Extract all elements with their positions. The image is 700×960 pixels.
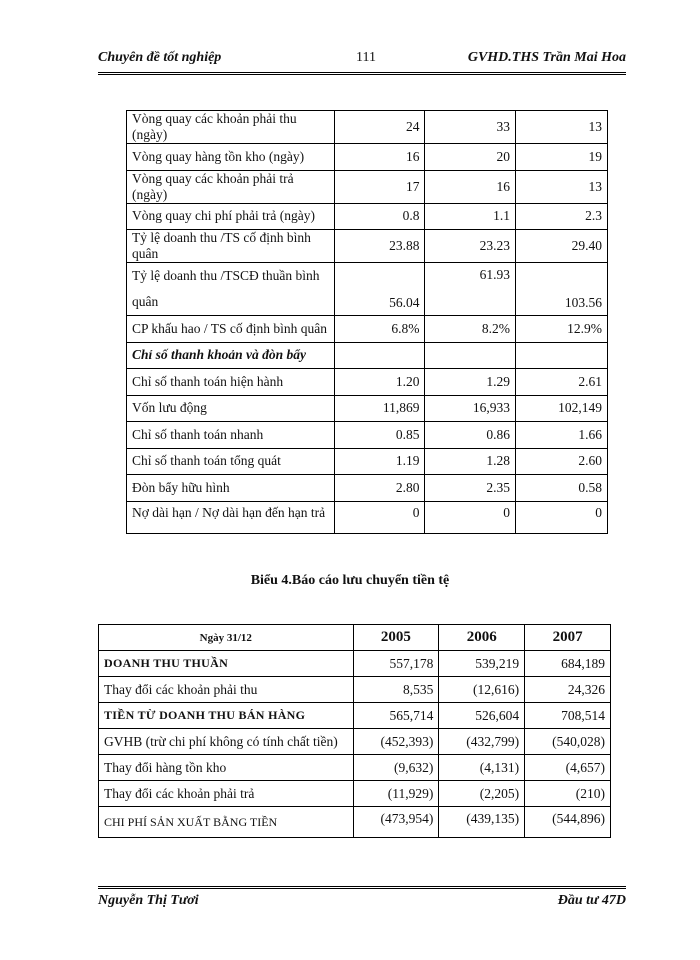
row-label: Thay đổi hàng tồn kho [99, 755, 354, 781]
row-label: TIỀN TỪ DOANH THU BÁN HÀNG [99, 703, 354, 729]
value-cell [425, 342, 515, 369]
row-label: Vốn lưu động [127, 395, 335, 422]
value-cell: 20 [425, 144, 515, 171]
value-cell: (2,205) [439, 781, 525, 807]
value-cell: 557,178 [353, 651, 439, 677]
value-cell: 13 [515, 170, 607, 203]
row-label: CP khấu hao / TS cố định bình quân [127, 316, 335, 343]
row-label: Chỉ số thanh toán nhanh [127, 422, 335, 449]
value-cell: 13 [515, 111, 607, 144]
value-cell: 23.23 [425, 230, 515, 263]
value-cell: 17 [335, 170, 425, 203]
value-cell: 2.61 [515, 369, 607, 396]
header-title: Chuyên đề tốt nghiệp [98, 50, 222, 65]
value-cell: (9,632) [353, 755, 439, 781]
table-row [127, 422, 608, 449]
value-cell: (432,799) [439, 729, 525, 755]
value-cell: 1.66 [515, 422, 607, 449]
table-row [127, 203, 608, 230]
section-heading: Chỉ số thanh khoản và đòn bẩy [127, 342, 335, 369]
row-label: Thay đổi các khoản phải trả [99, 781, 354, 807]
row-label: Vòng quay chi phí phải trả (ngày) [127, 203, 335, 230]
value-cell: (210) [525, 781, 611, 807]
value-cell: 12.9% [515, 316, 607, 343]
value-cell: 2.60 [515, 448, 607, 475]
header-row [99, 625, 611, 651]
value-cell: 565,714 [353, 703, 439, 729]
row-label: Đòn bẩy hữu hình [127, 475, 335, 502]
table-row [99, 729, 611, 755]
table-row [127, 475, 608, 502]
value-cell: (4,657) [525, 755, 611, 781]
cash-flow-table [98, 624, 611, 838]
value-cell: 61.93 [425, 263, 515, 316]
column-header-year: 2007 [525, 625, 611, 651]
value-cell: 56.04 [335, 263, 425, 316]
page-header [98, 50, 626, 72]
row-label: Tỷ lệ doanh thu /TS cố định bình quân [127, 230, 335, 263]
value-cell: 0 [335, 501, 425, 533]
table-row [127, 263, 608, 316]
table-caption: Biểu 4.Báo cáo lưu chuyển tiền tệ [250, 573, 450, 588]
value-cell: 6.8% [335, 316, 425, 343]
row-label: GVHB (trừ chi phí không có tính chất tiền) [99, 729, 354, 755]
value-cell: 1.20 [335, 369, 425, 396]
footer-author: Nguyễn Thị Tươi [98, 893, 199, 908]
table-row [127, 170, 608, 203]
row-label: Vòng quay hàng tồn kho (ngày) [127, 144, 335, 171]
value-cell: 23.88 [335, 230, 425, 263]
value-cell: (4,131) [439, 755, 525, 781]
row-label: Vòng quay các khoản phải thu (ngày) [127, 111, 335, 144]
value-cell: 2.80 [335, 475, 425, 502]
header-advisor: GVHD.THS Trần Mai Hoa [467, 50, 626, 65]
table-row [127, 144, 608, 171]
footer-class: Đầu tư 47D [557, 893, 626, 908]
table-row [127, 369, 608, 396]
value-cell: 11,869 [335, 395, 425, 422]
value-cell: 33 [425, 111, 515, 144]
table-row [99, 755, 611, 781]
row-label: Chỉ số thanh toán tổng quát [127, 448, 335, 475]
page-footer [98, 893, 626, 913]
value-cell: 102,149 [515, 395, 607, 422]
row-label-line: Tỷ lệ doanh thu /TSCĐ thuần bình [132, 268, 320, 283]
value-cell: 8.2% [425, 316, 515, 343]
table-row [127, 230, 608, 263]
value-cell: (12,616) [439, 677, 525, 703]
value-cell: 1.1 [425, 203, 515, 230]
value-cell: 16,933 [425, 395, 515, 422]
value-cell: 1.29 [425, 369, 515, 396]
value-cell: 708,514 [525, 703, 611, 729]
section-row [127, 342, 608, 369]
column-header-year: 2005 [353, 625, 439, 651]
value-cell: 29.40 [515, 230, 607, 263]
table-row [127, 448, 608, 475]
value-cell: 0.86 [425, 422, 515, 449]
value-cell: 526,604 [439, 703, 525, 729]
table-row [127, 111, 608, 144]
table-row [127, 316, 608, 343]
table-row [127, 395, 608, 422]
header-rule [98, 72, 626, 75]
page-number: 111 [356, 50, 376, 65]
row-label: CHI PHÍ SẢN XUẤT BẰNG TIỀN [99, 807, 354, 838]
value-cell [335, 342, 425, 369]
column-header-date: Ngày 31/12 [99, 625, 354, 651]
value-cell: 2.3 [515, 203, 607, 230]
footer-rule [98, 886, 626, 889]
value-cell: 19 [515, 144, 607, 171]
value-cell: (540,028) [525, 729, 611, 755]
row-label: Thay đổi các khoản phải thu [99, 677, 354, 703]
value-cell: (11,929) [353, 781, 439, 807]
row-label: Vòng quay các khoản phải trả (ngày) [127, 170, 335, 203]
row-label [127, 263, 335, 316]
value-cell: 0 [515, 501, 607, 533]
value-cell: 24,326 [525, 677, 611, 703]
value-cell [515, 342, 607, 369]
value-cell: (473,954) [353, 807, 439, 838]
value-cell: 0.58 [515, 475, 607, 502]
row-label: Chỉ số thanh toán hiện hành [127, 369, 335, 396]
value-cell: 1.28 [425, 448, 515, 475]
row-label: Nợ dài hạn / Nợ dài hạn đến hạn trả [127, 501, 335, 533]
row-label: DOANH THU THUẦN [99, 651, 354, 677]
value-cell: (452,393) [353, 729, 439, 755]
value-cell: 684,189 [525, 651, 611, 677]
table-row [99, 651, 611, 677]
value-cell: (544,896) [525, 807, 611, 838]
value-cell: 103.56 [515, 263, 607, 316]
column-header-year: 2006 [439, 625, 525, 651]
value-cell: 16 [425, 170, 515, 203]
value-cell: (439,135) [439, 807, 525, 838]
table-row [99, 677, 611, 703]
value-cell: 0 [425, 501, 515, 533]
table-row [99, 807, 611, 838]
value-cell: 1.19 [335, 448, 425, 475]
table-row [127, 501, 608, 533]
value-cell: 2.35 [425, 475, 515, 502]
table-row [99, 781, 611, 807]
row-label-line: quân [132, 294, 159, 309]
value-cell: 24 [335, 111, 425, 144]
value-cell: 0.8 [335, 203, 425, 230]
table-row [99, 703, 611, 729]
value-cell: 539,219 [439, 651, 525, 677]
value-cell: 8,535 [353, 677, 439, 703]
value-cell: 16 [335, 144, 425, 171]
value-cell: 0.85 [335, 422, 425, 449]
financial-ratio-table [126, 110, 608, 534]
